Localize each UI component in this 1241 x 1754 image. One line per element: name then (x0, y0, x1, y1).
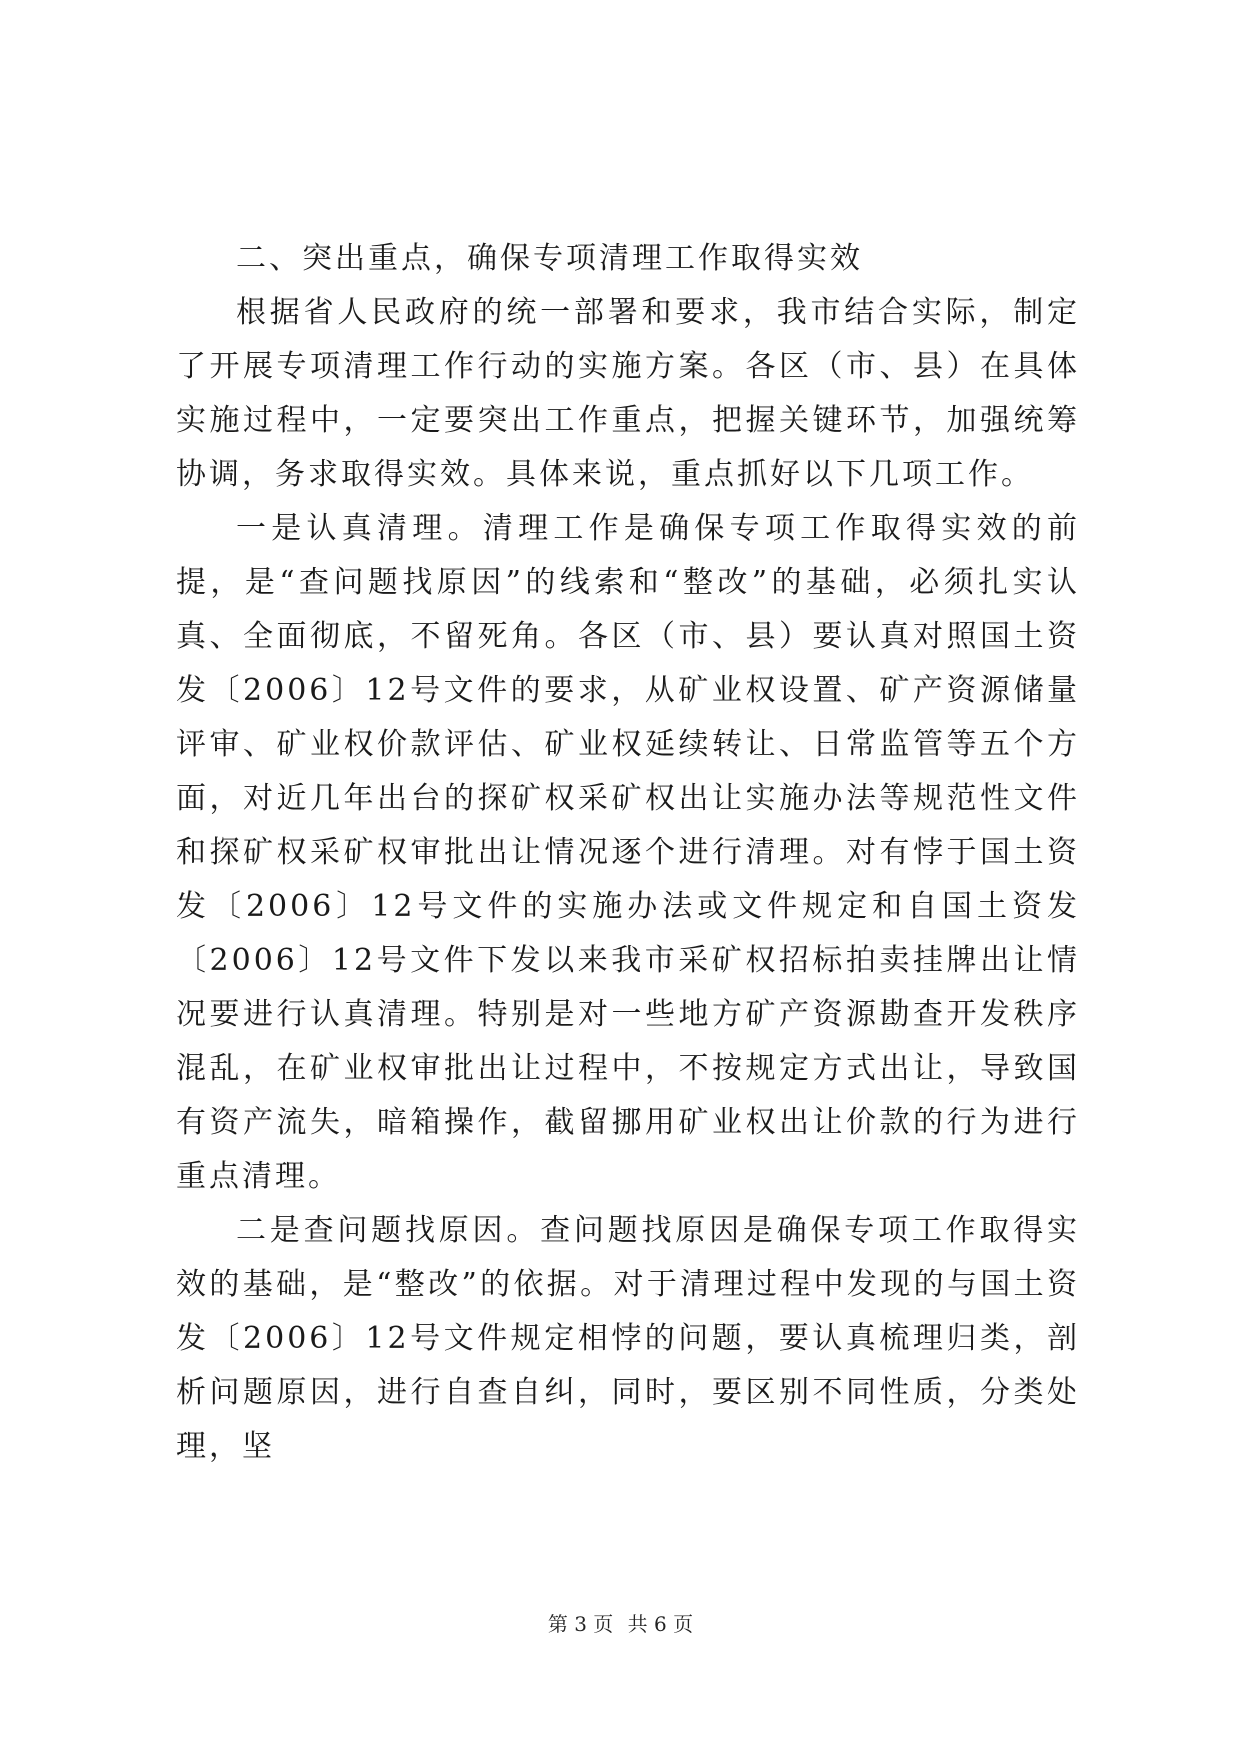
page-total: 共 6 页 (627, 1612, 694, 1636)
page-number: 第 3 页 (547, 1612, 614, 1636)
paragraph-find-problems: 二是查问题找原因。查问题找原因是确保专项工作取得实效的基础，是“整改”的依据。对于清理过程中发现的与国土资发〔2006〕12号文件规定相悖的问题，要认真梳理归类，剖析问题原因，进行自查自纠，同时，要区别不同性质，分类处理，坚 (176, 1213, 1080, 1464)
section-heading: 二、突出重点，确保专项清理工作取得实效 (236, 241, 863, 276)
document-body (176, 232, 1080, 1474)
page-footer (0, 1608, 1241, 1637)
paragraph-clean-up: 一是认真清理。清理工作是确保专项工作取得实效的前提，是“查问题找原因”的线索和“整改”的基础，必须扎实认真、全面彻底，不留死角。各区（市、县）要认真对照国土资发〔2006〕12号文件的要求，从矿业权设置、矿产资源储量评审、矿业权价款评估、矿业权延续转让、日常监管等五个方面，对近几年出台的探矿权采矿权出让实施办法等规范性文件和探矿权采矿权审批出让情况逐个进行清理。对有悖于国土资发〔2006〕12号文件的实施办法或文件规定和自国土资发〔2006〕12号文件下发以来我市采矿权招标拍卖挂牌出让情况要进行认真清理。特别是对一些地方矿产资源勘查开发秩序混乱，在矿业权审批出让过程中，不按规定方式出让，导致国有资产流失，暗箱操作，截留挪用矿业权出让价款的行为进行重点清理。 (176, 511, 1080, 1194)
paragraph-intro: 根据省人民政府的统一部署和要求，我市结合实际，制定了开展专项清理工作行动的实施方案。各区（市、县）在具体实施过程中，一定要突出工作重点，把握关键环节，加强统筹协调，务求取得实效。具体来说，重点抓好以下几项工作。 (176, 295, 1080, 492)
